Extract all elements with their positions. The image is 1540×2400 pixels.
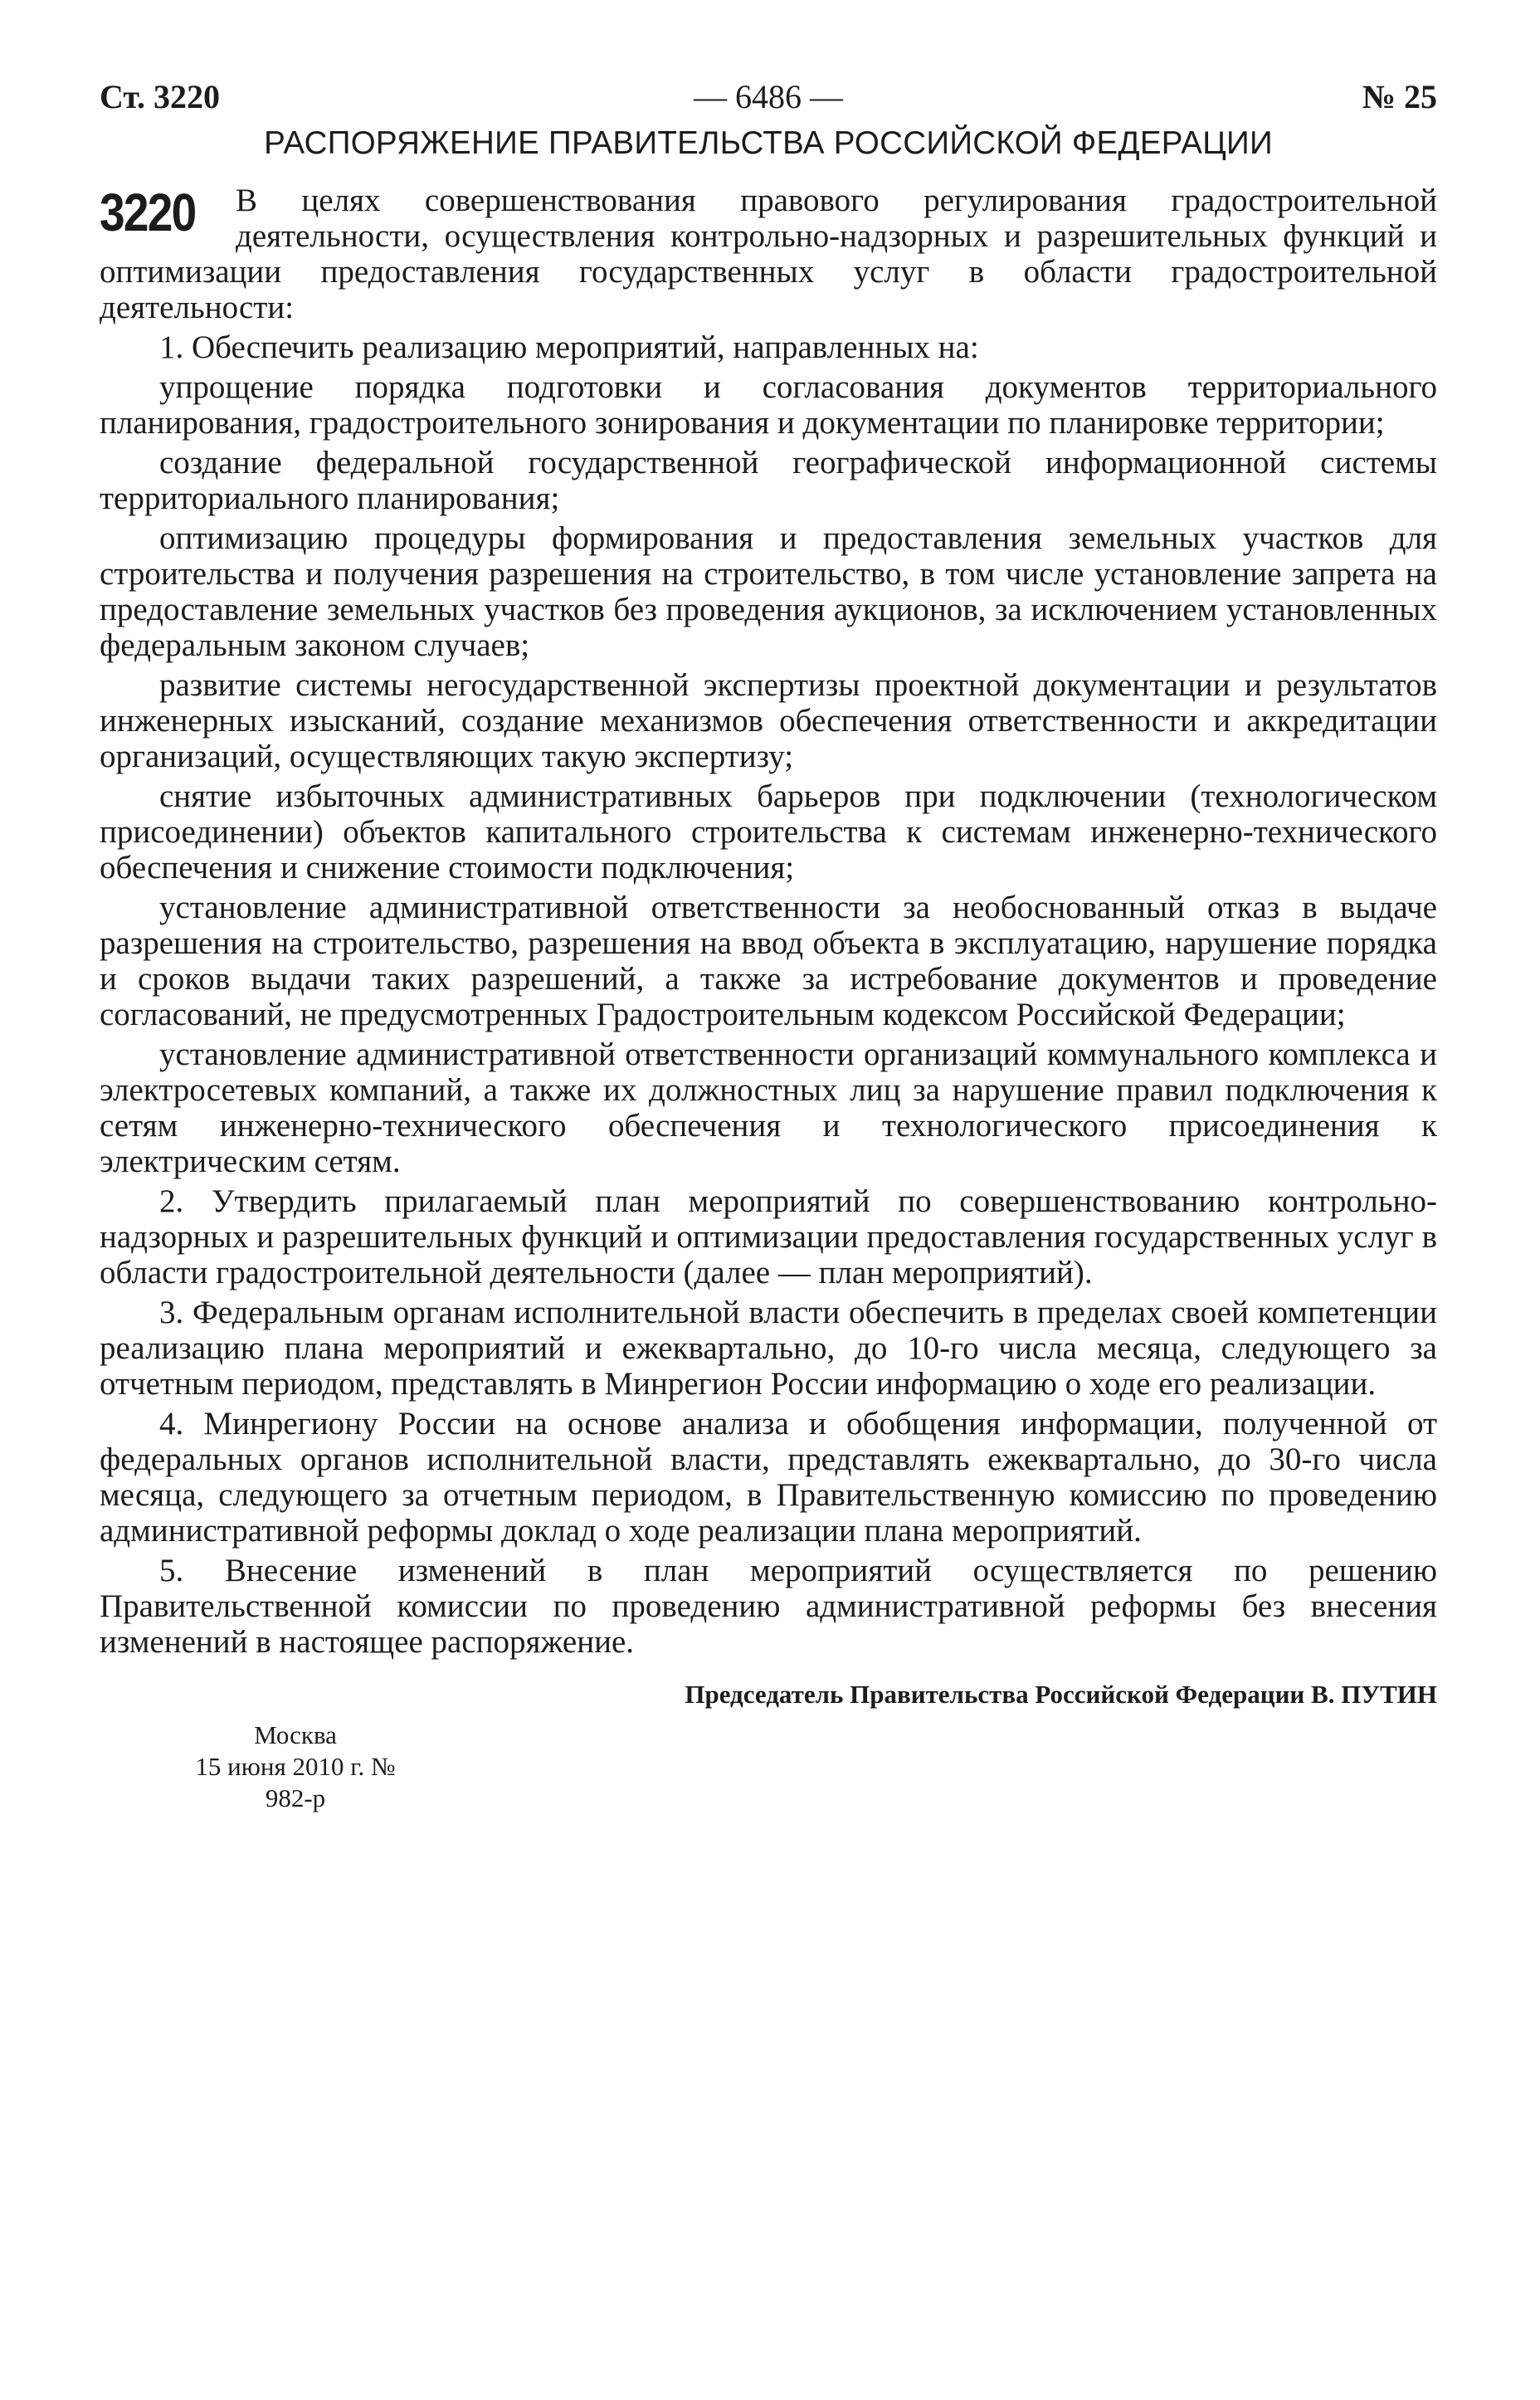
list-item: упрощение порядка подготовки и согласования документов территориального планирования, градостроительного зонирования и документации по планировке территории; [100,369,1437,441]
document-number: 3220 [100,183,196,242]
issue-number: № 25 [1362,78,1437,115]
place-and-date [171,1720,420,1814]
intro-paragraph [100,183,1437,325]
page-number: — 6486 — [694,78,843,115]
document-title: РАСПОРЯЖЕНИЕ ПРАВИТЕЛЬСТВА РОССИЙСКОЙ ФЕДЕРАЦИИ [264,125,1273,161]
document-body [100,183,1437,1660]
date-and-number: 15 июня 2010 г. № 982-р [195,1752,396,1812]
list-item: оптимизацию процедуры формирования и предоставления земельных участков для строительства и получения разрешения на строительство, в том числе установление запрета на предоставление земельных участков без проведения аукционов, за исключением установленных федеральным законом случаев; [100,520,1437,663]
signature-line: Председатель Правительства Российской Федерации В. ПУТИН [685,1680,1437,1709]
paragraph-1: 1. Обеспечить реализацию мероприятий, направленных на: [159,329,979,365]
list-item: снятие избыточных административных барьеров при подключении (технологическом присоединении) объектов капитального строительства к системам инженерно-технического обеспечения и снижение стоимости подключения; [100,778,1437,885]
paragraph-5: 5. Внесение изменений в план мероприятий осуществляется по решению Правительственной комиссии по проведению административной реформы без внесения изменений в настоящее распоряжение. [100,1553,1437,1660]
list-item: развитие системы негосударственной экспертизы проектной документации и результатов инженерных изысканий, создание механизмов обеспечения ответственности и аккредитации организаций, осуществляющих такую экспертизу; [100,667,1437,774]
paragraph-2: 2. Утвердить прилагаемый план мероприятий по совершенствованию контрольно-надзорных и разрешительных функций и оптимизации предоставления государственных услуг в области градостроительной деятельности (далее — план мероприятий). [100,1183,1437,1290]
running-header [100,76,1437,118]
article-number: Ст. 3220 [100,78,220,115]
list-item: установление административной ответственности организаций коммунального комплекса и электросетевых компаний, а также их должностных лиц за нарушение правил подключения к сетям инженерно-технического обеспечения и технологического присоединения к электрическим сетям. [100,1037,1437,1179]
paragraph-3: 3. Федеральным органам исполнительной власти обеспечить в пределах своей компетенции реализацию плана мероприятий и ежеквартально, до 10-го числа месяца, следующего за отчетным периодом, представлять в Минрегион России информацию о ходе его реализации. [100,1295,1437,1402]
document-page [100,76,1437,1814]
place: Москва [254,1720,337,1749]
paragraph-4: 4. Минрегиону России на основе анализа и обобщения информации, полученной от федеральных органов исполнительной власти, представлять ежеквартально, до 30-го числа месяца, следующего за отчетным периодом, в Правительственную комиссию по проведению административной реформы доклад о ходе реализации плана мероприятий. [100,1406,1437,1549]
intro-text: В целях совершенствования правового регулирования градостроительной деятельности, осуществления контрольно-надзорных и разрешительных функций и оптимизации предоставления государственных услуг в области градостроительной деятельности: [100,183,1437,325]
list-item: установление административной ответственности за необоснованный отказ в выдаче разрешения на строительство, разрешения на ввод объекта в эксплуатацию, нарушение порядка и сроков выдачи таких разрешений, а также за истребование документов и проведение согласований, не предусмотренных Градостроительным кодексом Российской Федерации; [100,890,1437,1032]
list-item: создание федеральной государственной географической информационной системы территориального планирования; [100,445,1437,516]
